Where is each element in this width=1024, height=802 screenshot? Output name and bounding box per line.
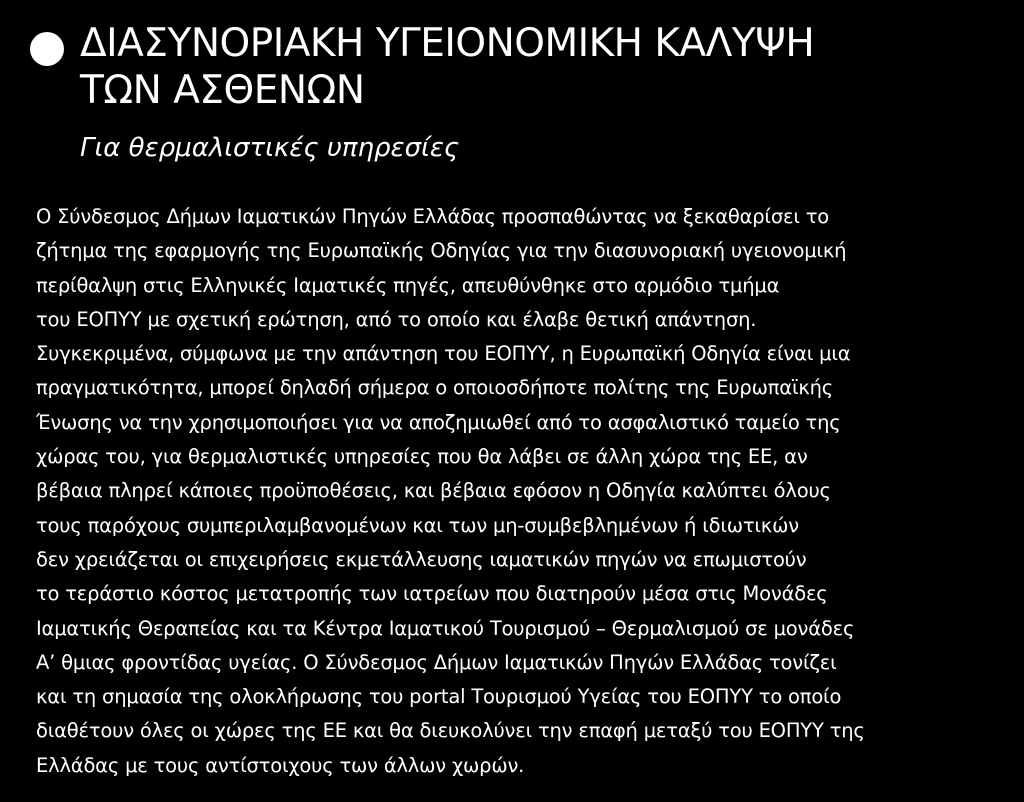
body-line: Ένωσης να την χρησιμοποιήσει για να αποζημιωθεί από το ασφαλιστικό ταμείο της xyxy=(36,410,841,434)
title-line: ΔΙΑΣΥΝΟΡΙΑΚΗ ΥΓΕΙΟΝΟΜΙΚΗ ΚΑΛΥΨΗ xyxy=(80,21,815,66)
body-line: διαθέτουν όλες οι χώρες της ΕΕ και θα διευκολύνει την επαφή μεταξύ του ΕΟΠΥΥ της xyxy=(36,719,865,743)
body-line: Ο Σύνδεσμος Δήμων Ιαματικών Πηγών Ελλάδας προσπαθώντας να ξεκαθαρίσει το xyxy=(36,205,829,228)
body-line: το τεράστιο κόστος μετατροπής των ιατρείων που διατηρούν μέσα στις Μονάδες xyxy=(36,582,828,606)
title-line: ΤΩΝ ΑΣΘΕΝΩΝ xyxy=(80,68,365,113)
body-line: του ΕΟΠΥΥ με σχετική ερώτηση, από το οποίο και έλαβε θετική απάντηση. xyxy=(36,307,757,331)
body-line: χώρας του, για θερμαλιστικές υπηρεσίες που θα λάβει σε άλλη χώρα της ΕΕ, αν xyxy=(36,445,808,469)
body-line: περίθαλψη στις Ελληνικές Ιαματικές πηγές, απευθύνθηκε στο αρμόδιο τμήμα xyxy=(36,273,780,297)
body-line: τους παρόχους συμπεριλαμβανομένων και των μη-συμβεβλημένων ή ιδιωτικών xyxy=(36,513,799,537)
body-line: δεν χρειάζεται οι επιχειρήσεις εκμετάλλευσης ιαματικών πηγών να επωμιστούν xyxy=(36,547,807,571)
article-title xyxy=(80,20,1000,114)
body-line: Ιαματικής Θεραπείας και τα Κέντρα Ιαματικού Τουρισμού – Θερμαλισμού σε μονάδες xyxy=(36,616,855,640)
body-line: Ελλάδας με τους αντίστοιχους των άλλων χωρών. xyxy=(36,753,525,777)
body-line: και τη σημασία της ολοκλήρωσης του portal Τουρισμού Υγείας του ΕΟΠΥΥ το οποίο xyxy=(36,685,842,709)
body-line: Α’ θμιας φροντίδας υγείας. Ο Σύνδεσμος Δήμων Ιαματικών Πηγών Ελλάδας τονίζει xyxy=(36,650,837,674)
body-line: βέβαια πληρεί κάποιες προϋποθέσεις, και βέβαια εφόσον η Οδηγία καλύπτει όλους xyxy=(36,479,831,503)
bullet-dot xyxy=(30,32,64,66)
article-subtitle: Για θερμαλιστικές υπηρεσίες xyxy=(80,133,460,163)
body-line: Συγκεκριμένα, σύμφωνα με την απάντηση του ΕΟΠΥΥ, η Ευρωπαϊκή Οδηγία είναι μια xyxy=(36,342,851,366)
body-line: πραγματικότητα, μπορεί δηλαδή σήμερα ο οποιοσδήποτε πολίτης της Ευρωπαϊκής xyxy=(36,376,834,400)
article-body xyxy=(36,200,996,783)
body-line: ζήτημα της εφαρμογής της Ευρωπαϊκής Οδηγίας για την διασυνοριακή υγειονομική xyxy=(36,239,847,263)
